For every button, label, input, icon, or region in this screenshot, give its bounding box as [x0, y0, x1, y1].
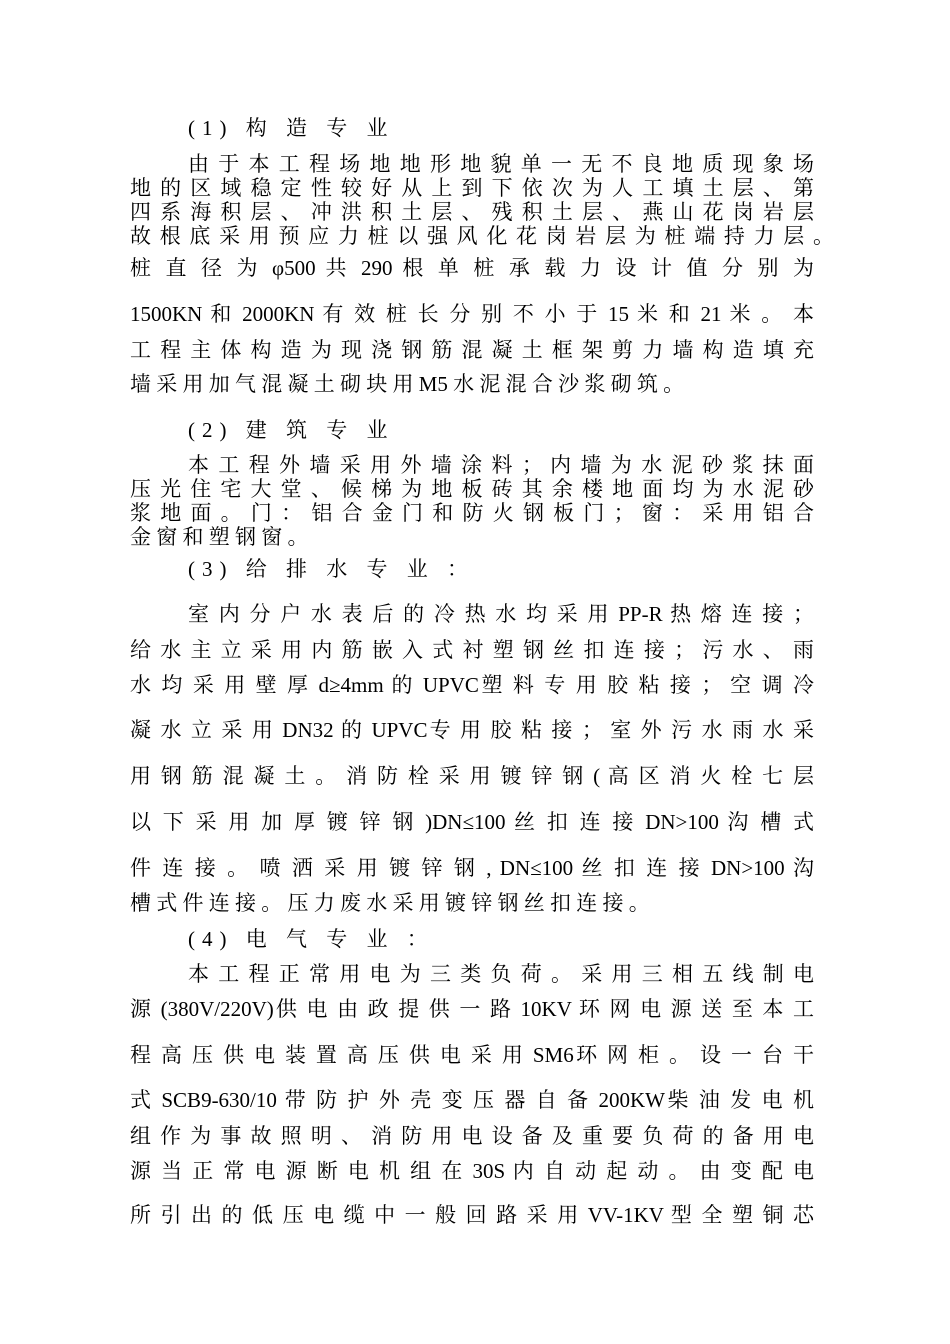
text-line: 给 水 主 立 采 用 内 筋 嵌 入 式 衬 塑 钢 丝 扣 连 接 ； 污 水 、 雨	[130, 638, 814, 662]
text-line: 桩 直 径 为 φ500 共 290 根 单 桩 承 载 力 设 计 值 分 别 为	[130, 256, 814, 280]
text-line: 室 内 分 户 水 表 后 的 冷 热 水 均 采 用 PP-R 热 熔 连 接 ；	[188, 602, 814, 626]
text-line: 所 引 出 的 低 压 电 缆 中 一 般 回 路 采 用 VV-1KV 型 全 塑 铜 芯	[130, 1203, 814, 1227]
text-line: 源 (380V/220V)供 电 由 政 提 供 一 路 10KV 环 网 电 源 送 至 本 工	[130, 997, 814, 1021]
text-line: 槽 式 件 连 接 。 压 力 废 水 采 用 镀 锌 钢 丝 扣 连 接 。	[130, 891, 650, 915]
text-line: 工 程 主 体 构 造 为 现 浇 钢 筋 混 凝 土 框 架 剪 力 墙 构 造 填 充	[130, 338, 814, 362]
section-heading: (1) 构 造 专 业	[188, 116, 395, 140]
section-heading: (4) 电 气 专 业 ：	[188, 927, 435, 951]
text-line: 1500KN 和 2000KN 有 效 桩 长 分 别 不 小 于 15 米 和 21 米 。 本	[130, 302, 814, 326]
text-line: 水 均 采 用 壁 厚 d≥4mm 的 UPVC塑 料 专 用 胶 粘 接 ； 空 调 冷	[130, 673, 814, 697]
text-line: 本 工 程 正 常 用 电 为 三 类 负 荷 。 采 用 三 相 五 线 制 电	[188, 962, 814, 986]
text-line: 以 下 采 用 加 厚 镀 锌 钢 )DN≤100 丝 扣 连 接 DN>100 沟 槽 式	[130, 810, 814, 834]
text-line: 由 于 本 工 程 场 地 地 形 地 貌 单 一 无 不 良 地 质 现 象 场	[188, 152, 814, 176]
text-line: 组 作 为 事 故 照 明 、 消 防 用 电 设 备 及 重 要 负 荷 的 备 用 电	[130, 1124, 814, 1148]
section-heading: (2) 建 筑 专 业	[188, 418, 395, 442]
text-line: 凝 水 立 采 用 DN32 的 UPVC专 用 胶 粘 接 ； 室 外 污 水 雨 水 采	[130, 718, 814, 742]
text-line: 程 高 压 供 电 装 置 高 压 供 电 采 用 SM6环 网 柜 。 设 一 台 干	[130, 1043, 814, 1067]
text-line: 用 钢 筋 混 凝 土 。 消 防 栓 采 用 镀 锌 钢 ( 高 区 消 火 栓 七 层	[130, 764, 814, 788]
text-line: 式 SCB9-630/10 带 防 护 外 壳 变 压 器 自 备 200KW柴 油 发 电 机	[130, 1088, 814, 1112]
text-line: 件 连 接 。 喷 洒 采 用 镀 锌 钢 , DN≤100 丝 扣 连 接 DN>100 沟	[130, 856, 814, 880]
text-line: 地 的 区 域 稳 定 性 较 好 从 上 到 下 依 次 为 人 工 填 土 层 、 第	[130, 176, 814, 200]
text-line: 四 系 海 积 层 、 冲 洪 积 土 层 、 残 积 土 层 、 燕 山 花 岗 岩 层	[130, 200, 814, 224]
text-line: 浆 地 面 。 门 ： 铝 合 金 门 和 防 火 钢 板 门 ； 窗 ： 采 用 铝 合	[130, 501, 814, 525]
text-line: 压 光 住 宅 大 堂 、 候 梯 为 地 板 砖 其 余 楼 地 面 均 为 水 泥 砂	[130, 477, 814, 501]
text-line: 源 当 正 常 电 源 断 电 机 组 在 30S 内 自 动 起 动 。 由 变 配 电	[130, 1159, 814, 1183]
text-line: 墙 采 用 加 气 混 凝 土 砌 块 用 M5 水 泥 混 合 沙 浆 砌 筑 。	[130, 372, 685, 396]
text-line: 本 工 程 外 墙 采 用 外 墙 涂 料 ； 内 墙 为 水 泥 砂 浆 抹 面	[188, 453, 814, 477]
text-line: 故 根 底 采 用 预 应 力 桩 以 强 风 化 花 岗 岩 层 为 桩 端 持 力 层 。	[130, 224, 834, 248]
section-heading: (3) 给 排 水 专 业 ：	[188, 557, 475, 581]
text-line: 金 窗 和 塑 钢 窗 。	[130, 525, 309, 549]
